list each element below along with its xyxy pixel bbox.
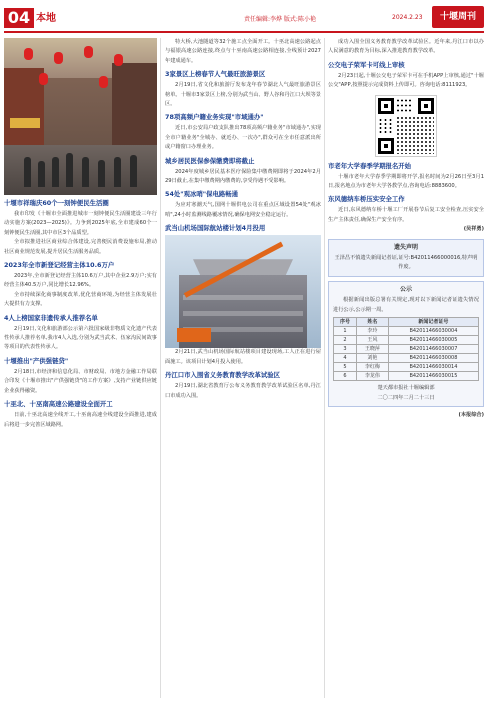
- street-crowd-photo: [4, 38, 157, 195]
- table-cell: B42011466030005: [388, 336, 478, 345]
- headline: 市老年大学春季学期报名开始: [328, 161, 412, 170]
- table-cell: 李玲: [357, 327, 389, 336]
- table-header: 序号: [334, 318, 357, 327]
- headline: 4人上榜国家非遗传承人推荐名单: [4, 313, 98, 322]
- headline: 武当山机场国际航站楼计划4月投用: [165, 224, 266, 233]
- headline: 十堰推出"产供强链贷": [4, 356, 69, 365]
- editor-note: (本报综合): [458, 411, 484, 418]
- article-body: 2月18日,市经济和信息化局、市财政局、市地方金融工作局联合印发《十堰市推出"产供强链贷"的工作方案》,支持产业链供应链企业获得融资。: [4, 368, 157, 394]
- announcement-box: [328, 281, 484, 407]
- column-divider: [160, 38, 161, 698]
- article-body: 十堰市老年大学春季学期即将开学,报名时间为2月26日至3月1日,报名地点为市老年大学各教学点,咨询电话:8883600。: [328, 173, 484, 190]
- table-row: [334, 372, 479, 381]
- announcement-title: 公示: [399, 285, 412, 293]
- table-row: [334, 336, 479, 345]
- article-body: 为应对寒潮天气,国网十堰供电公司在重点区域设置54处"观冰哨",24小时监测线路覆冰情况,确保电网安全稳定运行。: [165, 202, 321, 218]
- headline: 78项高频户籍业务实现"市域通办": [165, 113, 264, 122]
- headline: 十巫北、十巫南高速公路建设全面开工: [4, 400, 113, 409]
- lost-notice: [328, 239, 484, 277]
- table-row: [334, 354, 479, 363]
- table-cell: B42011466030008: [388, 354, 478, 363]
- header-rule: [4, 31, 484, 33]
- table-cell: 王风: [357, 336, 389, 345]
- signoff-org: 楚天都市报社十堰编辑部: [377, 385, 435, 392]
- article-body: 全市拟推进社区商业综合体建设,完善便民消费设施布局,推动社区商业规范发展,提升居民生活服务品质。: [4, 239, 157, 255]
- table-cell: 4: [334, 354, 357, 363]
- table-cell: 1: [334, 327, 357, 336]
- table-cell: 刘艳: [357, 354, 389, 363]
- article-body: 2月19日,省文化和旅游厅发布龙年春节湖北人气最旺旅游景区榜单。十堰市3家景区上榜,分别为武当山、野人谷和丹江口大坝等景区。: [165, 82, 321, 108]
- column-divider: [324, 38, 325, 698]
- article-body: 2月19日,文化和旅游部公示第六批国家级非物质文化遗产代表性传承人推荐名单,我市4人入选,分别为武当武术、伍家沟民间故事等项目的代表性传承人。: [4, 325, 157, 351]
- table-cell: B42011466030015: [388, 372, 478, 381]
- article-body: 近日,东风德纳车桥十堰工厂开展春节后复工安全检查,压实安全生产主体责任,确保生产安全有序。: [328, 207, 484, 223]
- headline: 2023年全市新登记经营主体10.6万户: [4, 261, 115, 270]
- headline: 54处"观冰哨"保电路畅通: [165, 190, 239, 199]
- table-cell: 李龙伟: [357, 372, 389, 381]
- headline: 丹江口市入围省义务教育教学改革试验区: [165, 371, 281, 380]
- table-header: 新闻记者证号: [388, 318, 478, 327]
- article-body: 特大桥,大池隧道等32个施工点全面开工。十巫北高速公路起点与福银高速公路连接,终点与十巫南高速公路相连接,全线预计2027年建成通车。: [165, 39, 321, 64]
- table-header: 姓名: [357, 318, 389, 327]
- article-body: 我市印发《十堰市全面推进城市一刻钟便民生活圈建设三年行动实施方案(2023—2025)》。力争到2025年底,全市建成60个一刻钟便民生活圈,其中市区3个品质型。: [4, 211, 157, 236]
- article-body: 2月19日,湖北省教育厅公布义务教育教学改革试验区名单,丹江口市成功入围。: [165, 383, 321, 399]
- column-3: [328, 38, 484, 700]
- notice-title: 遗失声明: [393, 243, 418, 251]
- signoff-date: 二〇二四年二月二十三日: [377, 394, 435, 401]
- article-body: 近日,市公安局户政支队推出78项高频户籍业务"市域通办",实现全市户籍业务"全城办、就近办、一次办",群众可在全市任意派出所或户籍窗口办理业务。: [165, 125, 321, 151]
- headline: 东风德纳车桥压实安全工作: [328, 195, 405, 204]
- headline: 3家景区上榜春节人气最旺旅游景区: [165, 70, 266, 79]
- page-number: 04: [4, 8, 34, 28]
- terminal-construction-photo: [165, 235, 321, 348]
- qr-code[interactable]: [375, 95, 437, 157]
- table-cell: 2: [334, 336, 357, 345]
- table-cell: B42011466030007: [388, 345, 478, 354]
- table-cell: 3: [334, 345, 357, 354]
- table-row: [334, 363, 479, 372]
- column-2: [165, 38, 321, 700]
- table-cell: B42011466030014: [388, 363, 478, 372]
- notice-body: 王泽昌不慎遗失新闻记者证,证号:B42011466000016,特声明作废。: [334, 255, 478, 271]
- table-row: [334, 345, 479, 354]
- section-name: 本地: [36, 13, 56, 24]
- article-body: 全市持续深化商事制度改革,优化营商环境,为经营主体发展壮大提供有力支撑。: [4, 291, 157, 308]
- lost-card-table: [333, 317, 479, 381]
- table-cell: 李红梅: [357, 363, 389, 372]
- article-body: 2月23日起,十堰公交电子荣军卡可在手机APP上审核,通过"十堰公交"APP,按照提示完成资料上传即可。咨询电话:8111923。: [328, 72, 484, 89]
- article-body: 日前,十巫北高速全线开工,十巫南高速全线建设全面推进,建成后将进一步完善区域路网。: [4, 412, 157, 428]
- table-cell: 6: [334, 372, 357, 381]
- author-credit: (吴祥勇): [463, 226, 484, 233]
- headline: 公交电子荣军卡可线上审核: [328, 60, 405, 69]
- column-1: [4, 38, 157, 700]
- editor-credit: 责任编辑:李烨 版式:陈小艳: [244, 16, 316, 23]
- announcement-body: 根据新闻出版总署有关规定,现对以下新闻记者证遗失情况进行公示,公示期一周。: [333, 297, 479, 313]
- masthead-logo: 十堰周刊: [432, 6, 484, 28]
- table-cell: B42011466030004: [388, 327, 478, 336]
- photo-caption: 2月21日,武当山机场国际航站楼项目建设现场,工人正在进行屋面施工。该项目计划4月投入使用。: [165, 349, 321, 365]
- article-body: 成功入围全国义务教育教学改革试验区。近年来,丹江口市以办人民满意的教育为目标,深入推进教育教学改革。: [328, 39, 484, 55]
- issue-date: 2024.2.23: [392, 14, 423, 21]
- headline: 城乡居民医保参保缴费即将截止: [165, 156, 255, 165]
- headline: 十堰市祥瑞庆60个一刻钟便民生活圈: [4, 199, 109, 207]
- article-body: 2024年度城乡居民基本医疗保险集中缴费期即将于2024年2月29日截止,在集中缴费期内缴费的,享受待遇不受影响。: [165, 168, 321, 185]
- table-row: [334, 327, 479, 336]
- table-cell: 5: [334, 363, 357, 372]
- table-cell: 王晓萍: [357, 345, 389, 354]
- article-body: 2023年,全市新登记经营主体10.6万户,其中企业2.9万户;实有经营主体40.5万户,同比增长12.96%。: [4, 273, 157, 289]
- page-header: [0, 0, 488, 36]
